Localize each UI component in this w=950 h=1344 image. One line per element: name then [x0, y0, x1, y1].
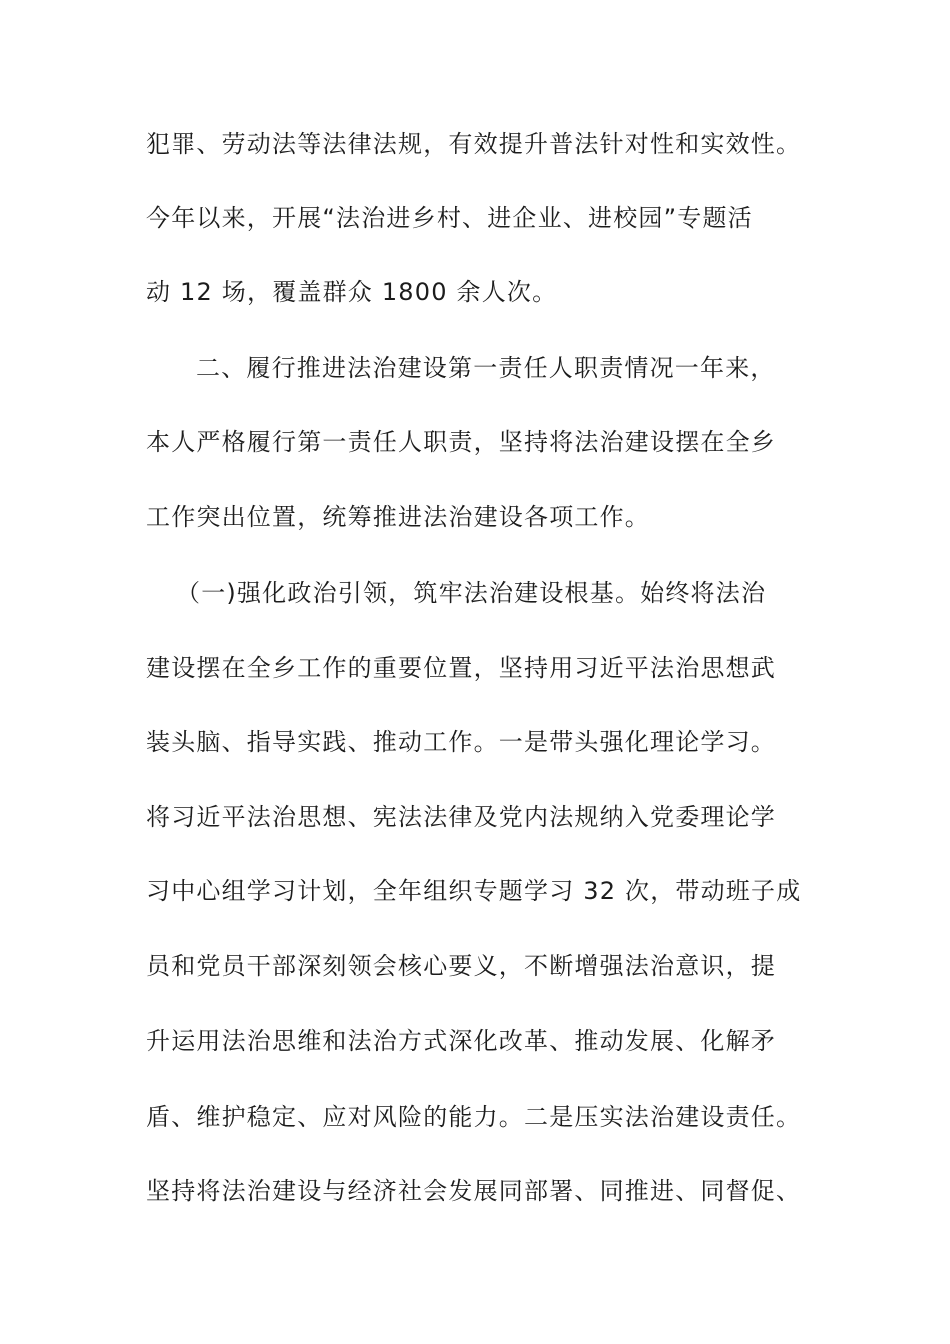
section-heading: 二、履行推进法治建设第一责任人职责情况一年来， [196, 354, 776, 382]
text-line: 犯罪、劳动法等法律法规，有效提升普法针对性和实效性。 [146, 130, 802, 158]
text-line: 员和党员干部深刻领会核心要义，不断增强法治意识，提 [146, 952, 776, 980]
text-line: 动 12 场，覆盖群众 1800 余人次。 [146, 278, 558, 306]
text-line: 坚持将法治建设与经济社会发展同部署、同推进、同督促、 [146, 1177, 802, 1205]
subsection-heading: （一)强化政治引领，筑牢法治建设根基。始终将法治 [176, 579, 767, 607]
text-line: 将习近平法治思想、宪法法律及党内法规纳入党委理论学 [146, 803, 776, 831]
text-line: 装头脑、指导实践、推动工作。一是带头强化理论学习。 [146, 728, 776, 756]
text-line: 盾、维护稳定、应对风险的能力。二是压实法治建设责任。 [146, 1103, 802, 1131]
text-line: 本人严格履行第一责任人职责，坚持将法治建设摆在全乡 [146, 428, 776, 456]
text-line: 工作突出位置，统筹推进法治建设各项工作。 [146, 503, 650, 531]
text-line: 升运用法治思维和法治方式深化改革、推动发展、化解矛 [146, 1027, 776, 1055]
text-line: 建设摆在全乡工作的重要位置，坚持用习近平法治思想武 [146, 654, 776, 682]
text-line: 习中心组学习计划，全年组织专题学习 32 次，带动班子成 [146, 877, 802, 905]
text-line: 今年以来，开展“法治进乡村、进企业、进校园”专题活 [146, 204, 753, 232]
